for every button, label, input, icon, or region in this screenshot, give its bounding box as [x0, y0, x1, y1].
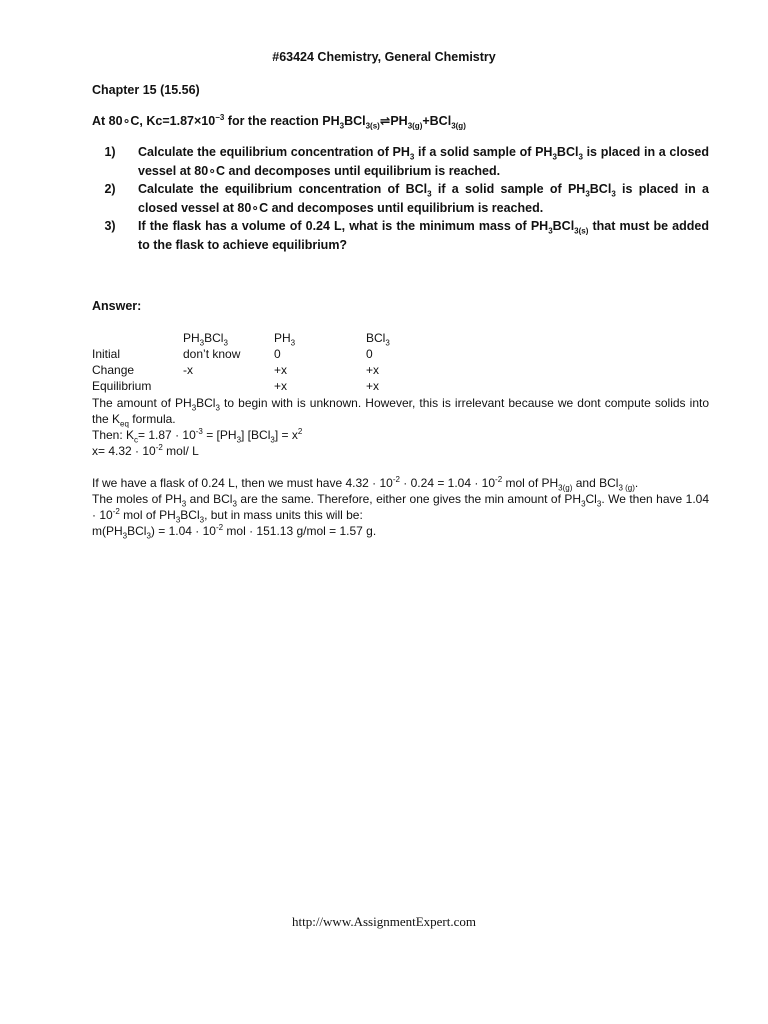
text-run: that must be added to the flask to achieve equilibrium? — [138, 219, 709, 252]
text-run: is placed in a closed vessel at 80∘C and decomposes until equilibrium is reached. — [138, 182, 710, 215]
subscript: 3 — [175, 515, 181, 525]
subscript: 3 (g) — [618, 483, 635, 493]
table-cell — [92, 330, 183, 346]
subscript: 3(s) — [574, 226, 589, 236]
item-number: 2) — [104, 182, 116, 196]
text-run: = 1.87 · 10 — [138, 428, 196, 442]
text-line — [92, 395, 709, 427]
text-run: The amount of PH — [92, 396, 192, 410]
text-run: If we have a flask of 0.24 L, then we must have 4.32 · 10 — [92, 476, 393, 490]
text-run: BCl — [204, 331, 224, 345]
item-text — [138, 217, 709, 254]
text-run: mol · 151.13 g/mol = 1.57 g. — [223, 524, 377, 538]
table-cell: -x — [183, 363, 193, 377]
text-run: formula. — [128, 412, 176, 426]
text-run: ) = 1.04 · 10 — [150, 524, 216, 538]
table-cell: 0 — [366, 347, 373, 361]
subscript: 3 — [596, 499, 602, 509]
table-header-row — [92, 330, 446, 346]
table-header-cell — [274, 330, 366, 346]
subscript: 3 — [270, 435, 275, 445]
subscript: 3 — [339, 121, 345, 131]
text-run: mol/ L — [162, 444, 199, 458]
superscript: -3 — [195, 427, 203, 436]
subscript: 3 — [409, 152, 415, 162]
answer-heading: Answer: — [92, 299, 142, 313]
text-run: BCl — [552, 219, 575, 233]
table-cell: +x — [366, 363, 380, 377]
ice-table — [92, 330, 446, 394]
text-run: BCl — [180, 508, 200, 522]
text-run: . — [634, 476, 639, 490]
superscript: 2 — [297, 427, 303, 436]
subscript: 3 — [427, 189, 432, 199]
subscript: 3(g) — [558, 483, 573, 493]
subscript: 3 — [548, 226, 553, 236]
subscript: 3 — [146, 531, 151, 541]
footer-url: http://www.AssignmentExpert.com — [291, 914, 477, 929]
text-line — [92, 491, 709, 523]
subscript: 3 — [199, 338, 205, 348]
subscript: 3 — [232, 499, 237, 509]
table-row — [92, 378, 446, 394]
subscript: 3 — [581, 499, 586, 509]
subscript: 3 — [552, 152, 557, 162]
table-cell: don’t know — [183, 347, 241, 361]
item-text — [138, 143, 709, 180]
subscript: 3 — [181, 499, 187, 509]
subscript: 3 — [290, 338, 296, 348]
text-run: BCl — [127, 524, 147, 538]
table-cell: +x — [274, 379, 288, 393]
table-header-cell — [366, 330, 446, 346]
answer-paragraph-1 — [92, 395, 709, 459]
text-run: ] [BCl — [241, 428, 271, 442]
subscript: 3(s) — [365, 121, 380, 131]
table-cell: Initial — [92, 347, 121, 361]
question-text: At 80∘C, Kc=1.87×10 — [92, 114, 216, 128]
subscript: eq — [120, 419, 129, 429]
document-title: #63424 Chemistry, General Chemistry — [272, 50, 496, 64]
table-row — [92, 346, 446, 362]
text-run: is placed in a closed vessel at 80∘C and decomposes until equilibrium is reached. — [138, 145, 709, 178]
text-run: if a solid sample of PH — [431, 182, 586, 196]
text-run: Calculate the equilibrium concentration of PH — [138, 145, 410, 159]
text-run: mol of PH — [502, 476, 559, 490]
text-run: BCl — [196, 396, 216, 410]
item-text — [138, 180, 709, 217]
text-run: = [PH — [202, 428, 237, 442]
subscript: 3 — [199, 515, 205, 525]
text-run: , but in mass units this will be: — [204, 508, 363, 522]
superscript: -2 — [112, 507, 120, 516]
text-run: · 0.24 = 1.04 · 10 — [399, 476, 496, 490]
equation-line — [92, 523, 709, 539]
list-item — [92, 217, 709, 254]
subscript: 3 — [223, 338, 228, 348]
table-row — [92, 362, 446, 378]
equation-line — [92, 427, 709, 443]
text-run: The moles of PH — [92, 492, 182, 506]
question-text: for the reaction PH — [224, 114, 340, 128]
text-run: are the same. Therefore, either one gives the min amount of PH — [236, 492, 582, 506]
text-run: . We then have 1.04 · 10 — [92, 492, 709, 522]
question-list — [92, 143, 709, 254]
question-statement — [92, 112, 466, 131]
question-text: BCl — [344, 114, 366, 128]
text-line — [92, 475, 709, 491]
table-cell: 0 — [274, 347, 281, 361]
text-run: x= 4.32 · 10 — [92, 444, 156, 458]
text-run: BCl — [589, 182, 612, 196]
text-run: mol of PH — [119, 508, 176, 522]
subscript: 3 — [611, 189, 616, 199]
superscript: -2 — [495, 475, 503, 484]
text-run: PH — [183, 331, 200, 345]
superscript: -2 — [392, 475, 400, 484]
text-run: BCl — [556, 145, 579, 159]
text-run: m(PH — [92, 524, 123, 538]
superscript: −3 — [215, 112, 225, 122]
table-cell — [183, 378, 274, 394]
equation-line — [92, 443, 709, 459]
equilibrium-arrow: ⇌ — [379, 114, 391, 128]
item-number: 3) — [104, 219, 116, 233]
text-run: Cl — [585, 492, 597, 506]
table-cell: Change — [92, 363, 135, 377]
subscript: 3 — [122, 531, 128, 541]
table-cell: +x — [366, 379, 380, 393]
subscript: 3(g) — [451, 121, 466, 131]
text-run: Calculate the equilibrium concentration of BCl — [138, 182, 428, 196]
text-run: PH — [274, 331, 291, 345]
text-run: if a solid sample of PH — [414, 145, 553, 159]
subscript: 3 — [385, 338, 390, 348]
subscript: 3(g) — [407, 121, 423, 131]
table-header-cell — [183, 330, 274, 346]
question-text: PH — [390, 114, 408, 128]
list-item — [92, 180, 709, 217]
subscript: 3 — [191, 403, 197, 413]
list-item — [92, 143, 709, 180]
table-cell: Equilibrium — [92, 379, 152, 393]
text-run: and BCl — [572, 476, 619, 490]
table-cell: +x — [274, 363, 288, 377]
question-text: +BCl — [422, 114, 452, 128]
superscript: -2 — [155, 443, 163, 452]
subscript: 3 — [585, 189, 590, 199]
text-run: BCl — [366, 331, 386, 345]
subscript: 3 — [236, 435, 242, 445]
answer-paragraph-2 — [92, 475, 709, 539]
subscript: 3 — [215, 403, 220, 413]
item-number: 1) — [104, 145, 116, 159]
text-run: to begin with is unknown. However, this is irrelevant because we dont compute solids into the K — [92, 396, 709, 426]
subscript: c — [134, 435, 139, 445]
text-run: ] = x — [274, 428, 298, 442]
subscript: 3 — [578, 152, 583, 162]
superscript: -2 — [215, 523, 224, 532]
chapter-heading: Chapter 15 (15.56) — [92, 83, 200, 97]
text-run: If the flask has a volume of 0.24 L, what is the minimum mass of PH — [138, 219, 549, 233]
text-run: Then: K — [92, 428, 135, 442]
text-run: and BCl — [186, 492, 233, 506]
